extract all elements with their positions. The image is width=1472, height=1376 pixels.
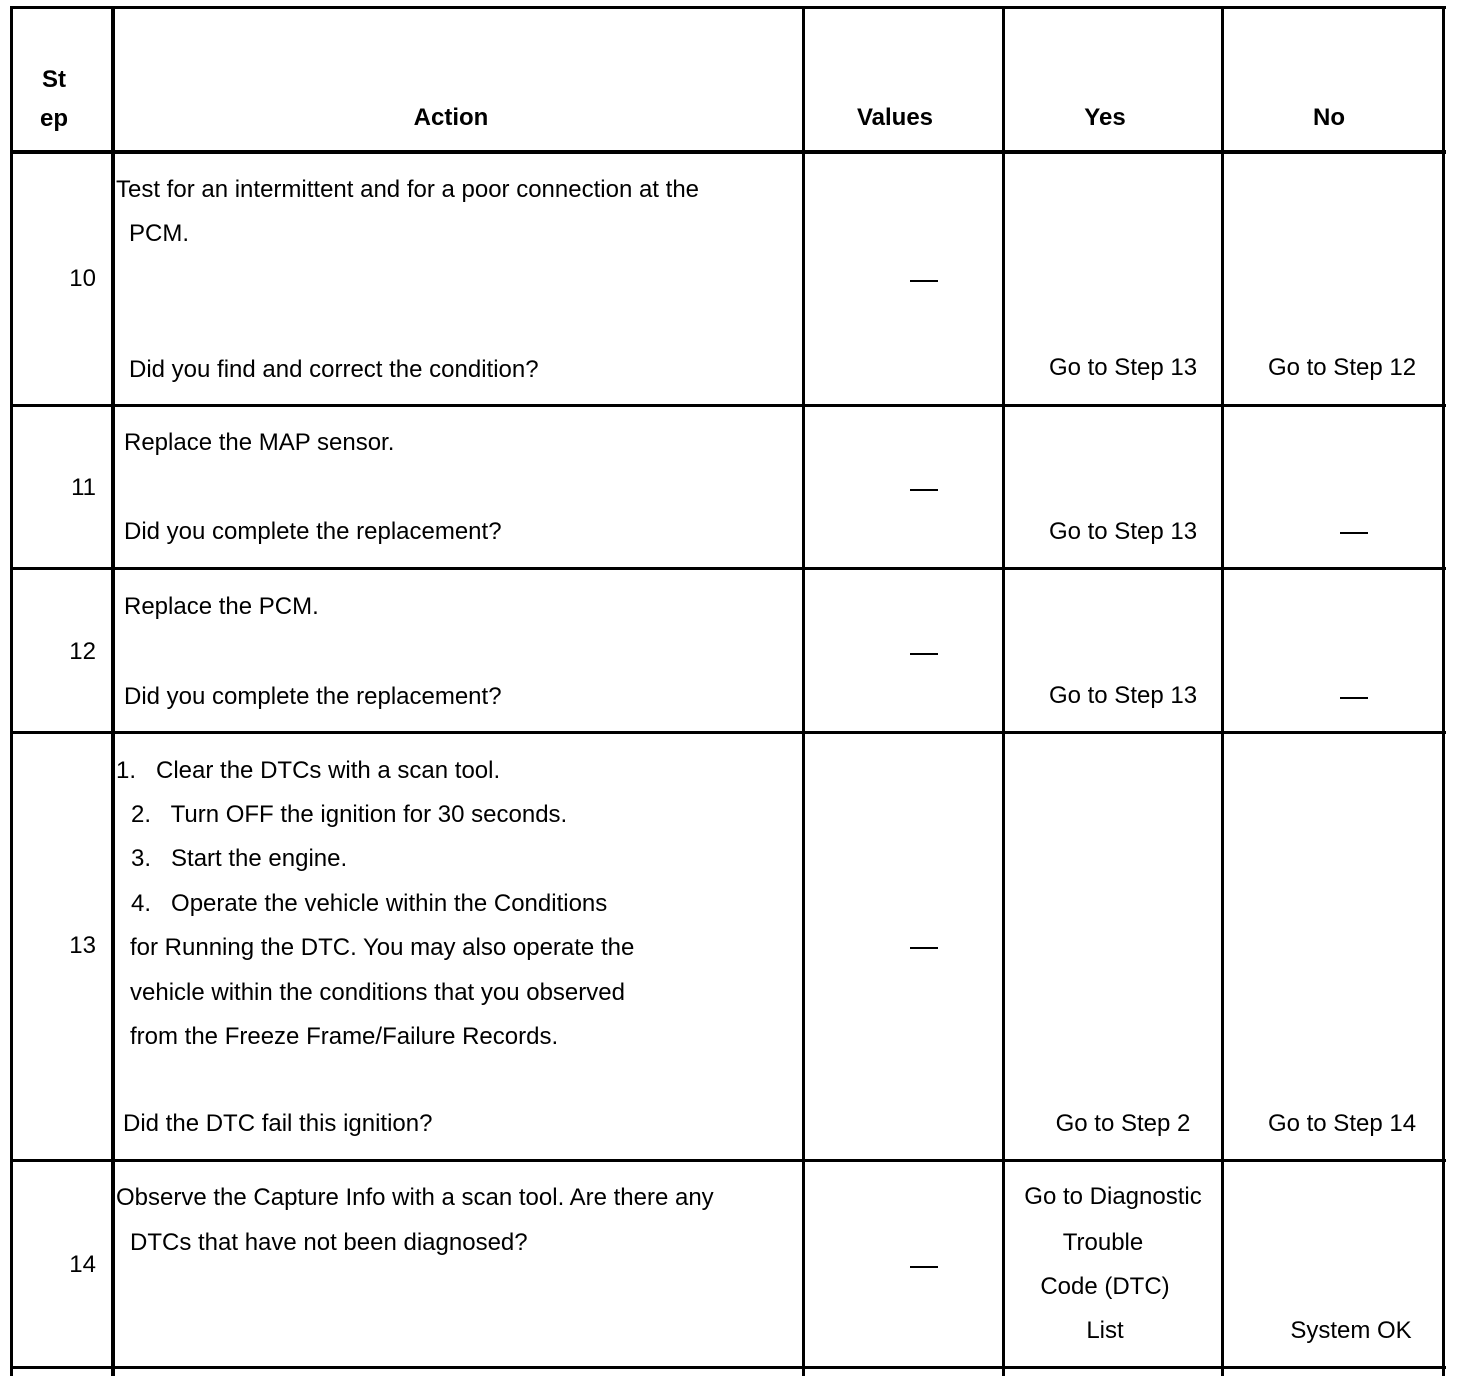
action-text: Replace the PCM. [124,593,319,620]
action-question: Did you complete the replacement? [124,518,502,545]
values-dash [910,280,938,282]
no-result: System OK [1290,1317,1412,1344]
yes-result-line: Code (DTC) [1040,1273,1170,1300]
yes-result: Go to Step 2 [1055,1110,1191,1137]
header-values: Values [856,104,934,131]
yes-result: Go to Step 13 [1048,682,1198,709]
col-divider [111,6,115,1376]
col-divider [802,6,805,1376]
action-question: Did you find and correct the condition? [129,356,539,383]
yes-result-line: Trouble [1062,1229,1144,1256]
header-action: Action [413,104,489,131]
yes-result-line: List [1086,1317,1124,1344]
action-text: Replace the MAP sensor. [124,429,395,456]
row-divider [10,1159,1446,1162]
values-dash [910,947,938,949]
header-step-line2: ep [39,105,68,132]
header-divider [10,150,1446,154]
no-dash [1340,697,1368,699]
values-dash [910,653,938,655]
header-step-line1: St [42,66,66,93]
action-text: Observe the Capture Info with a scan tool. Are there any [116,1184,714,1211]
step-number: 10 [69,265,96,292]
no-dash [1340,532,1368,534]
border-right [1442,6,1445,1376]
border-left [10,6,13,1376]
values-dash [910,1266,938,1268]
action-step-item: 4. Operate the vehicle within the Conditions [131,890,608,917]
no-result: Go to Step 14 [1267,1110,1417,1137]
step-number: 12 [69,638,96,665]
yes-result: Go to Step 13 [1048,518,1198,545]
action-step-item: 3. Start the engine. [131,845,348,872]
row-divider [10,567,1446,570]
yes-result: Go to Step 13 [1048,354,1198,381]
header-yes: Yes [1084,104,1126,131]
action-step-item: from the Freeze Frame/Failure Records. [130,1023,559,1050]
border-top [10,6,1446,9]
action-text: PCM. [129,220,189,247]
row-divider [10,404,1446,407]
action-question: Did the DTC fail this ignition? [123,1110,433,1137]
action-step-item: 1. Clear the DTCs with a scan tool. [116,757,501,784]
step-number: 11 [71,474,96,501]
action-step-item: for Running the DTC. You may also operate the [130,934,635,961]
step-number: 13 [69,932,96,959]
row-divider [10,731,1446,734]
no-result: Go to Step 12 [1267,354,1417,381]
values-dash [910,489,938,491]
action-question: Did you complete the replacement? [124,683,502,710]
step-number: 14 [69,1251,96,1278]
yes-result-line: Go to Diagnostic [1024,1183,1202,1210]
action-step-item: 2. Turn OFF the ignition for 30 seconds. [131,801,568,828]
action-text: Test for an intermittent and for a poor connection at the [116,176,700,203]
header-no: No [1313,104,1345,131]
action-text: DTCs that have not been diagnosed? [130,1229,528,1256]
border-bottom [10,1366,1446,1369]
action-step-item: vehicle within the conditions that you observed [130,979,625,1006]
